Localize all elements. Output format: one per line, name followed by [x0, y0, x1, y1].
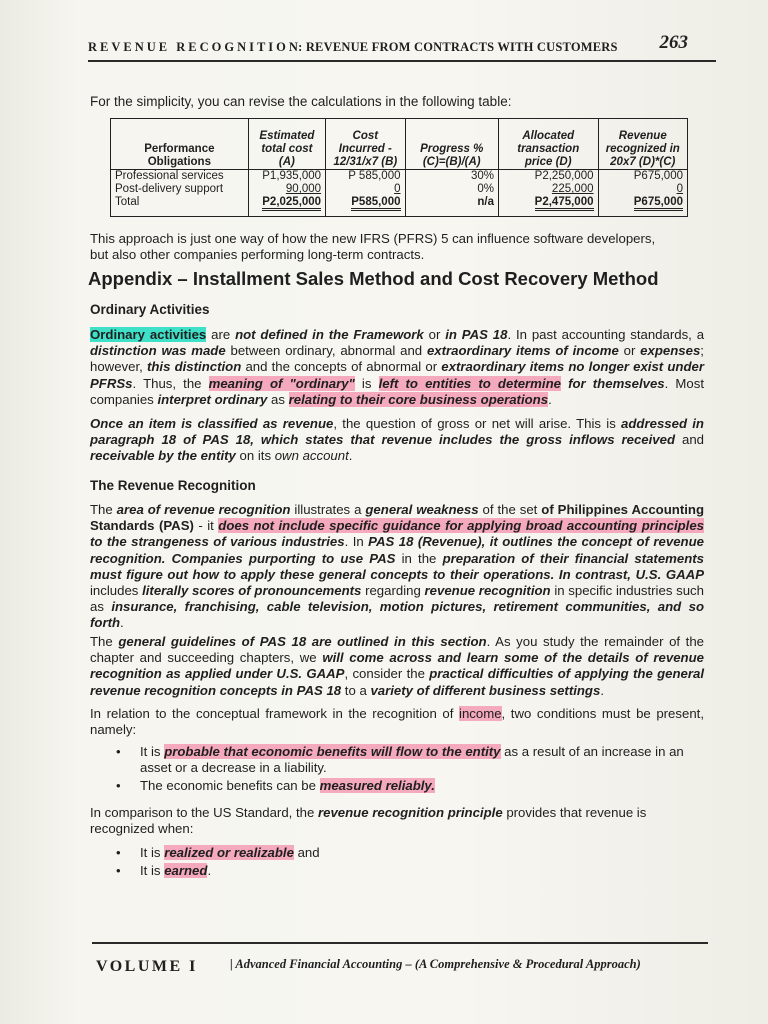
running-header: [88, 32, 716, 62]
header-revenue: Revenue recognized in 20x7 (D)*(C): [598, 119, 688, 170]
revenue-cells: P675,000 0 P675,000: [598, 170, 688, 217]
appendix-title: Appendix – Installment Sales Method and Cost Recovery Method: [88, 268, 659, 289]
us-conditions-list: [114, 845, 704, 881]
allocated-cells: P2,250,000 225,000 P2,475,000: [498, 170, 598, 217]
ordinary-paragraph-1: Ordinary activities are not defined in the Framework or in PAS 18. In past accounting standards, a distinction was made between ordinary, abnormal and extraordinary items of income or expenses; however, this distinction and the concepts of abnormal or extraordinary items no longer exist under PFRSs. Thus, the meaning of "ordinary" is left to entities to determine for themselves. Most companies interpret ordinary as relating to their core business operations.: [90, 327, 705, 407]
book-title: | Advanced Financial Accounting – (A Comprehensive & Procedural Approach): [230, 957, 641, 971]
revrec-paragraph-1: The area of revenue recognition illustrates a general weakness of the set of Philippines Accounting Standards (PAS) - it does not include specific guidance for applying broad accounting principles to the strangeness of various industries. In PAS 18 (Revenue), it outlines the concept of revenue recognition. Companies purporting to use PAS in the preparation of their financial statements must figure out how to apply these general concepts to their operations. In contrast, U.S. GAAP includes literally scores of pronouncements regarding revenue recognition in specific industries such as insurance, franchising, cable television, motion pictures, retirement communities, and so forth.: [90, 502, 704, 631]
page-number: 263: [659, 32, 688, 53]
page-footer: [92, 942, 708, 974]
header-obligations: Performance Obligations: [111, 119, 249, 170]
heading-revenue-recognition: The Revenue Recognition: [90, 478, 256, 493]
conditions-list: [114, 744, 704, 796]
revrec-paragraph-3: In relation to the conceptual framework in the recognition of income, two conditions must be present, namely:: [90, 706, 704, 738]
calculation-table: [110, 118, 688, 217]
incurred-cells: P 585,000 0 P585,000: [326, 170, 405, 217]
progress-cells: 30% 0% n/a: [405, 170, 498, 217]
intro-line: For the simplicity, you can revise the calculations in the following table:: [90, 94, 512, 109]
table-row: [111, 170, 688, 217]
volume-label: VOLUME I: [96, 958, 198, 975]
header-estimated: Estimated total cost (A): [248, 119, 325, 170]
header-incurred: Cost Incurred - 12/31/x7 (B): [326, 119, 405, 170]
heading-ordinary-activities: Ordinary Activities: [90, 302, 210, 317]
header-allocated: Allocated transaction price (D): [498, 119, 598, 170]
list-item: • It is earned.: [116, 863, 212, 878]
estimated-cells: P1,935,000 90,000 P2,025,000: [248, 170, 325, 217]
chapter-title: REVENUE RECOGNITION: REVENUE FROM CONTRACTS WITH CUSTOMERS: [88, 40, 618, 54]
revrec-paragraph-2: The general guidelines of PAS 18 are outlined in this section. As you study the remainder of the chapter and succeeding chapters, we will come across and learn some of the details of revenue recognition as applied under U.S. GAAP, consider the practical difficulties of applying the general revenue recognition concepts in PAS 18 to a variety of different business settings.: [90, 634, 705, 698]
table-header-row: [111, 119, 688, 170]
list-item: • The economic benefits can be measured reliably.: [116, 778, 435, 793]
revrec-paragraph-4: In comparison to the US Standard, the revenue recognition principle provides that revenue is recognized when:: [90, 805, 647, 837]
list-item: • It is realized or realizable and: [116, 845, 320, 860]
ordinary-paragraph-2: Once an item is classified as revenue, the question of gross or net will arise. This is addressed in paragraph 18 of PAS 18, which states that revenue includes the gross inflows received and receivable by the entity on its own account.: [90, 416, 705, 464]
header-progress: Progress % (C)=(B)/(A): [405, 119, 498, 170]
list-item: • It is probable that economic benefits will flow to the entity as a result of an increase in an asset or a decrease in a liability.: [116, 744, 684, 775]
table-followup: This approach is just one way of how the new IFRS (PFRS) 5 can influence software developers, but also other companies performing long-term contracts.: [90, 231, 656, 263]
row-labels: Professional services Post-delivery support Total: [111, 170, 249, 217]
